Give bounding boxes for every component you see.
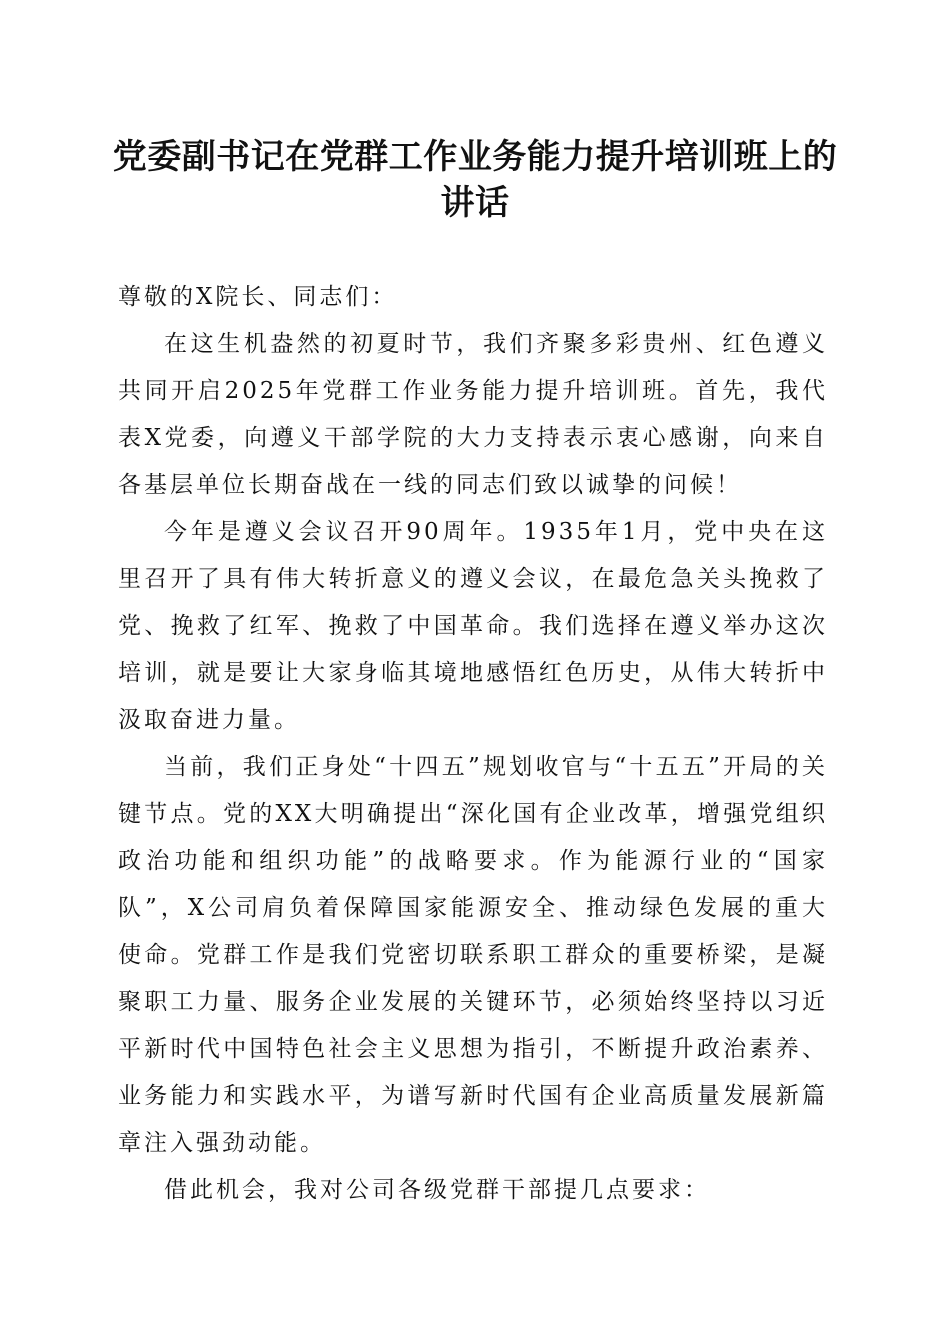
document-title: 党委副书记在党群工作业务能力提升培训班上的讲话 <box>112 137 838 223</box>
document-body <box>118 274 828 1214</box>
paragraph-opening: 在这生机盎然的初夏时节，我们齐聚多彩贵州、红色遵义共同开启2025年党群工作业务能力提升培训班。首先，我代表X党委，向遵义干部学院的大力支持表示衷心感谢，向来自各基层单位长期奋战在一线的同志们致以诚挚的问候！ <box>118 331 828 498</box>
paragraph-zunyi-meeting: 今年是遵义会议召开90周年。1935年1月，党中央在这里召开了具有伟大转折意义的遵义会议，在最危急关头挽救了党、挽救了红军、挽救了中国革命。我们选择在遵义举办这次培训，就是要让大家身临其境地感悟红色历史，从伟大转折中汲取奋进力量。 <box>118 519 828 733</box>
salutation: 尊敬的X院长、同志们： <box>118 284 398 310</box>
paragraph-requirements-intro: 借此机会，我对公司各级党群干部提几点要求： <box>164 1177 710 1203</box>
paragraph-current-situation: 当前，我们正身处“十四五”规划收官与“十五五”开局的关键节点。党的XX大明确提出“深化国有企业改革，增强党组织政治功能和组织功能”的战略要求。作为能源行业的“国家队”，X公司肩负着保障国家能源安全、推动绿色发展的重大使命。党群工作是我们党密切联系职工群众的重要桥梁，是凝聚职工力量、服务企业发展的关键环节，必须始终坚持以习近平新时代中国特色社会主义思想为指引，不断提升政治素养、业务能力和实践水平，为谱写新时代国有企业高质量发展新篇章注入强劲动能。 <box>118 754 828 1156</box>
